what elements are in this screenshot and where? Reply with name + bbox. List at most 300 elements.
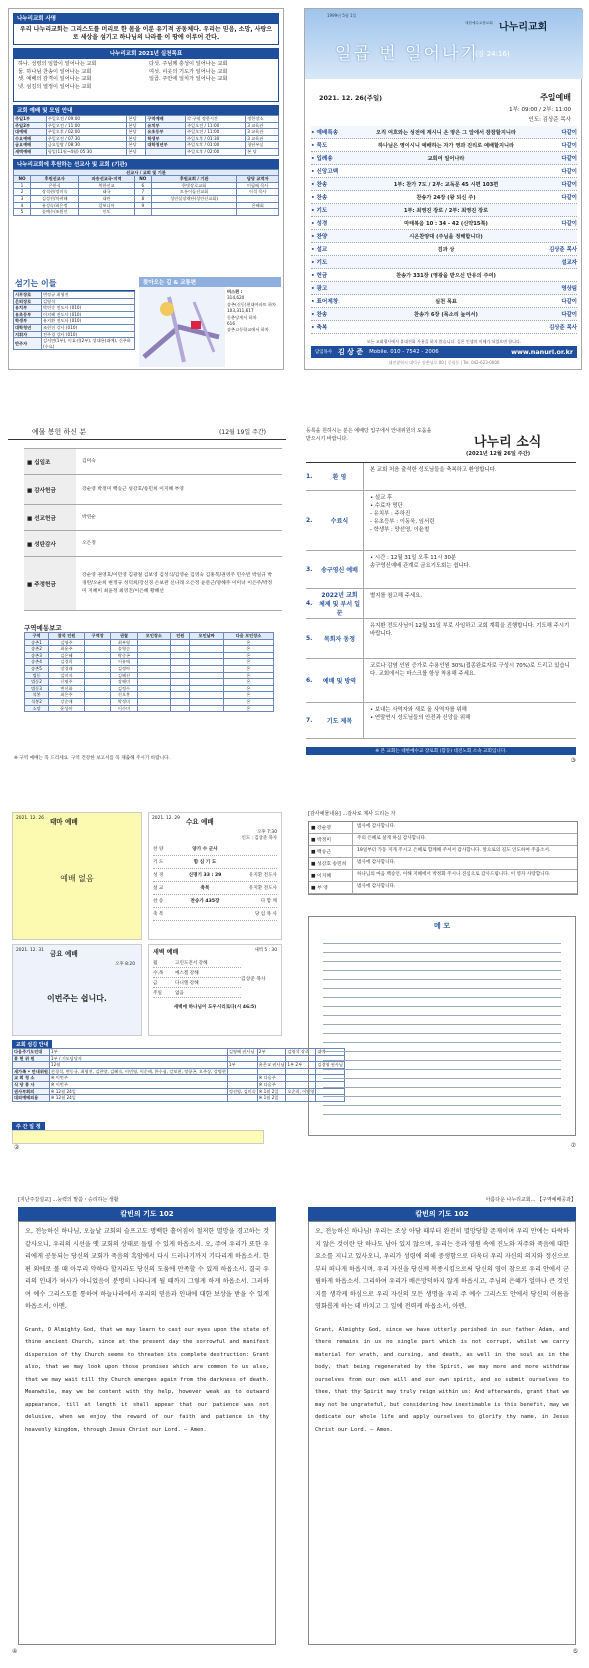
group-cell <box>84 665 110 672</box>
group-col-header: 다음 모인장소 <box>223 633 273 640</box>
order-label: • 기도 <box>311 208 328 214</box>
news-item <box>306 659 576 703</box>
missions-col-header: 파송선교국·지역 <box>79 176 134 183</box>
duty-cell <box>13 1062 50 1069</box>
bulletin-page-prayer-left <box>8 1194 286 1662</box>
wed-label: 수요 예배 <box>185 818 214 826</box>
order-label: • 묵도 <box>311 143 328 149</box>
group-cell: 최은주 <box>48 692 84 699</box>
group-cell: 최부영 <box>111 639 137 646</box>
church-address: 대전광역시 대덕구 송촌남로 00 | 중리동 | Tel. 042-623-0000 <box>388 360 500 365</box>
schedule-cell: 본당 <box>127 116 146 123</box>
duty-cell: ※ 12월 24일 <box>49 1095 227 1102</box>
group-row <box>25 639 274 646</box>
wed-order-row <box>153 843 277 856</box>
staff-role: 학생부 <box>14 318 42 325</box>
group-cell <box>137 705 170 712</box>
staff-row <box>14 292 135 299</box>
order-leader: 다같이 <box>561 312 577 318</box>
schedule-cell: 주일오후 / 01:30 <box>186 135 246 142</box>
schedule-cell: 유초등부 <box>146 129 186 136</box>
group-cell <box>137 659 170 666</box>
group-cell: 송촌4 <box>25 659 49 666</box>
news-item <box>306 491 576 551</box>
missions-cell <box>237 209 279 216</box>
news-heading: 송구영신 예배 <box>316 551 364 588</box>
schedule-cell: 각 구역 정한시간 <box>186 116 246 123</box>
goal-item: 셋. 예배의 감격이 일어나는 교회 <box>18 76 92 83</box>
bulletin-page-cover <box>304 8 582 370</box>
news-heading: 수료식 <box>316 491 364 550</box>
group-cell: 석봉2 <box>25 698 49 705</box>
worship-order-row <box>311 230 577 243</box>
thanks-item <box>309 834 577 846</box>
goals-box <box>13 58 279 102</box>
news-footer-bar: ※ 본 교회는 대한예수교 장로회 (합동) 대전노회 소속 교회입니다. <box>306 747 576 755</box>
cover-banner <box>305 9 583 79</box>
missions-cell <box>151 209 237 216</box>
news-heading: 2022년 교회 체제 및 부서 일꾼 <box>316 589 364 618</box>
bulletin-page-prayer-right <box>302 1194 582 1662</box>
map-illustration <box>139 287 225 367</box>
news-number: 1. <box>306 473 313 480</box>
schedule-cell: 주일오후 / 02:00 <box>186 148 246 155</box>
missions-row <box>14 182 279 189</box>
duty-cell <box>227 1095 257 1102</box>
offering-row <box>24 449 282 475</box>
dawn-topic: 없음 <box>175 990 184 996</box>
prayer-box <box>18 1221 276 1645</box>
dawn-row <box>153 988 241 998</box>
offering-list <box>24 448 282 611</box>
goal-item: 일곱. 주안에 일치가 일어나는 교회 <box>149 76 228 83</box>
order-leader: 다같이 <box>561 143 577 149</box>
goals-left-col <box>18 61 143 99</box>
duty-cell: 윤은교 권사님 <box>258 1062 285 1068</box>
group-cell <box>190 679 223 686</box>
bus-title: 버스편 : <box>227 289 243 294</box>
group-cell: 김경희 <box>48 659 84 666</box>
duty-row <box>13 1088 345 1095</box>
wed-order-leader: 유지환 전도사 <box>248 886 277 891</box>
staff-role: 대학청년 <box>14 324 42 331</box>
group-cell: 진오봉 <box>111 692 137 699</box>
missions-row <box>14 195 279 202</box>
news-intro: 등록을 원하시는 분은 예배당 입구에서 안내위원의 도움을 받으시기 바랍니다. <box>306 428 432 442</box>
missions-col-header: 담당 교역자 <box>237 176 279 183</box>
theme-ref: (잠 24:16) <box>475 50 510 58</box>
staff-names: 김서연(1부), 이효선(2부), 성대용(대예), 신주하(수요) <box>42 338 135 350</box>
group-cell <box>190 646 223 653</box>
group-cell: 법동 <box>25 672 49 679</box>
dawn-list <box>149 958 241 998</box>
worship-order-row <box>311 308 577 321</box>
thanks-text: 범사에 감사합니다. <box>357 860 396 865</box>
group-row <box>25 665 274 672</box>
missions-cell: 3 <box>14 195 31 202</box>
group-cell <box>137 698 170 705</box>
worship-order-row <box>311 217 577 230</box>
staff-row <box>14 338 135 350</box>
group-cell <box>190 685 223 692</box>
order-content: 1부: 찬가 7도 / 2부: 교독문 45 시편 103편 <box>393 181 499 188</box>
duty-cell: 손경석, 변동규, 최영진, 김찬양, 김혜숙, 이민영, 이순애, 한수심, 강보현, 정항곤, 오주상, 강병현 <box>50 1068 226 1074</box>
schedule-cell: 평일(11월~4월) 05:30 <box>46 148 127 155</box>
offering-type: ■ 주정헌금 <box>24 557 76 610</box>
group-col-header: 인원 <box>171 633 190 640</box>
order-label: • 찬양 <box>311 234 328 240</box>
order-label: • 찬송 <box>311 312 328 318</box>
thanks-item <box>309 858 577 870</box>
dawn-day: 금 <box>153 980 158 986</box>
schedule-row <box>14 116 279 123</box>
order-leader: 다같이 <box>561 169 577 175</box>
missions-table <box>13 169 279 216</box>
worship-order-row <box>311 243 577 256</box>
news-number: 4. <box>306 600 313 607</box>
group-footnote: ※ 구역 예배는 꼭 드리세요. 구역 건강한 보고서를 꼭 제출해 주시기 바랍니다. <box>14 756 170 761</box>
group-cell <box>171 652 190 659</box>
theme-title: 일곱 번 일어나기 <box>335 44 479 64</box>
missions-cell: 8 <box>134 195 151 202</box>
missions-cell: 5 <box>14 209 31 216</box>
offering-row <box>24 531 282 557</box>
group-cell <box>190 665 223 672</box>
group-cell <box>190 652 223 659</box>
staff-role: 유초등부 <box>14 311 42 318</box>
wed-order-row <box>153 895 277 908</box>
schedule-cell: 새벽예배 <box>14 148 47 155</box>
group-cell <box>84 692 110 699</box>
group-cell <box>171 659 190 666</box>
missions-cell: 장석현/정미숙 <box>30 189 78 196</box>
missions-cell: 인도 <box>79 209 134 216</box>
sunday-label: 태마 예배 <box>49 818 78 826</box>
missions-col-header: 후원교회 / 기관 <box>151 176 237 183</box>
news-body: 유지환 전도사님이 12월 31일 부로 사임하고 교회 계획을 진행합니다. 기도해 주시기 바랍니다. <box>370 623 570 637</box>
missions-cell: 은한식 <box>30 182 78 189</box>
group-cell: 김정수 <box>111 685 137 692</box>
memo-lines <box>309 931 575 1119</box>
thanks-name: ■ 강순영 <box>309 822 353 833</box>
duty-cell: ※ 다음주 <box>257 1081 286 1088</box>
group-cell <box>190 672 223 679</box>
group-col-header: 구역 <box>25 633 49 640</box>
wed-order-row <box>153 882 277 895</box>
order-content: 찬송가 6장 (목소리 높여서) <box>414 311 478 318</box>
schedule-cell: 본당 <box>127 122 146 129</box>
duty-cell: ※ 이번주 <box>49 1081 227 1088</box>
group-cell <box>84 698 110 705</box>
order-leader: 다같이 <box>561 299 577 305</box>
duty-cell: ※ 1월 2일 <box>257 1088 286 1095</box>
order-label: • 광고 <box>311 286 328 292</box>
staff-names: 조현진 강사 (010) <box>42 324 135 331</box>
news-number: 7. <box>306 717 313 724</box>
wed-leader: 인도 : 김상준 목사 <box>241 836 277 841</box>
worship-order-row <box>311 152 577 165</box>
goals-right-col <box>149 61 274 99</box>
schedule-cell <box>146 148 186 155</box>
order-label: • 입례송 <box>311 156 333 162</box>
schedule-cell: 본당 <box>127 142 146 149</box>
worship-order-row <box>311 178 577 191</box>
missions-cell: 태국 <box>79 189 134 196</box>
group-cell <box>84 652 110 659</box>
news-body: 본 교회 처음 출석한 성도님들을 축복하고 환영합니다. <box>370 467 497 473</box>
sunday-none: 예배 없음 <box>60 874 94 883</box>
group-row <box>25 705 274 712</box>
memo-title: 메 모 <box>434 922 450 930</box>
bus-item: 616 <box>227 321 235 327</box>
dawn-day: 수,목 <box>153 970 164 976</box>
duty-cell: 다음주기도인대 <box>13 1049 50 1056</box>
schedule-cell: 정한장소 <box>246 116 279 123</box>
missions-header: 나누리교회에 후원하는 선교사 및 교회 (기관) <box>13 159 279 169</box>
group-cell: 법동2 <box>25 679 49 686</box>
offering-names: 김미숙 <box>82 458 96 464</box>
group-cell: 온 <box>223 685 273 692</box>
dawn-label: 새벽 예배 <box>153 949 179 956</box>
service-date: 2021. 12. 26(주일) <box>319 94 383 102</box>
schedule-cell: 주일오전 / 11:00 <box>186 122 246 129</box>
service-title: 주일예배 <box>540 93 571 102</box>
duty-row <box>13 1075 345 1082</box>
group-cell <box>190 705 223 712</box>
prayer-title: 칼빈의 기도 102 <box>18 1207 276 1221</box>
duty-cell: ※ 이번주 <box>49 1075 227 1082</box>
group-cell: 송촌3 <box>25 652 49 659</box>
order-content: 검과 상 <box>437 246 455 253</box>
group-cell: 박정미 <box>111 698 137 705</box>
duty-cell: 교 회 청 소 <box>13 1075 50 1082</box>
missions-cell <box>134 209 151 216</box>
group-row <box>25 698 274 705</box>
missions-subheader: 선교사 / 교회 및 기관 <box>14 169 279 176</box>
schedule-cell: 본 당 <box>246 148 279 155</box>
news-number: 3. <box>306 566 313 573</box>
prayer-box <box>308 1221 576 1645</box>
bulletin-page-offerings <box>8 425 286 770</box>
order-label: • 신앙고백 <box>311 169 339 175</box>
staff-names: 전주경 강사 (010) <box>42 331 135 338</box>
goal-item: 다섯. 주님께 충성이 일어나는 교회 <box>149 61 228 67</box>
group-cell: 온 <box>223 652 273 659</box>
duty-cell <box>227 1081 257 1088</box>
group-cell: 온 <box>223 665 273 672</box>
staff-names: 이지혜 전도사 (010) <box>42 311 135 318</box>
news-date: (2021년 12월 26일 주간) <box>466 451 531 457</box>
duty-cell: 대외예배외용 <box>13 1095 50 1102</box>
worship-order-row <box>311 139 577 152</box>
duty-cell: 1부 / 기도담당자 <box>49 1055 227 1062</box>
worship-order <box>311 126 577 334</box>
group-cell: 윤성아 <box>48 705 84 712</box>
missions-cell: 한빛장로교회 <box>151 182 237 189</box>
missions-cell: 4 <box>14 202 31 209</box>
staff-table <box>13 291 135 350</box>
missions-col-header: NO <box>134 176 151 183</box>
page-number: ⑤ <box>572 1648 578 1655</box>
schedule-row <box>14 129 279 136</box>
schedule-cell: 3 교육관 <box>246 122 279 129</box>
thanks-name: ■ 박정미 <box>309 834 353 845</box>
prayer-title: 칼빈의 기도 102 <box>308 1207 576 1221</box>
schedule-cell: 본당 <box>127 129 146 136</box>
missions-cell <box>237 195 279 202</box>
news-body: • 설교 후 • 수료자 명단 - 유치부 : 주하진 - 유초등부 : 이동욱, 임서린 - 학생부 : 양선영, 이윤철 <box>370 495 435 533</box>
schedule-cell: 유치부 <box>146 122 186 129</box>
staff-names: 변정규 최영진 <box>42 292 135 299</box>
thanks-item <box>309 882 577 894</box>
denomination: 대한예수교장로회 <box>465 21 493 25</box>
order-leader: 다같이 <box>561 195 577 201</box>
order-content: 하나님은 영이시니 예배하는 자가 영과 진리로 예배할지니라 <box>377 142 515 149</box>
duty-cell: 봉 헌 위 원 <box>13 1055 50 1062</box>
duty-cell <box>227 1055 257 1062</box>
duty-cell: 김영혜 권사님 <box>227 1049 257 1056</box>
dawn-day: 월 <box>153 960 158 966</box>
order-content: 시온찬양대 (주님을 정해합니다) <box>409 233 483 240</box>
dawn-topic: 예스겔 강해 <box>175 970 199 976</box>
schedule-cell: 3 교육관 <box>246 135 279 142</box>
worship-order-row <box>311 204 577 217</box>
worship-order-row <box>311 295 577 308</box>
missions-cell: 은혜회 <box>237 202 279 209</box>
staff-row <box>14 298 135 305</box>
missions-cell: 이필배 목사 <box>237 182 279 189</box>
duty-cell: 김경영 권사님 <box>317 1062 343 1068</box>
order-label: • 표어제창 <box>311 299 339 305</box>
missions-cell: 송예수/조원인 <box>30 209 78 216</box>
group-cell: 장경래 <box>48 665 84 672</box>
wed-order-content: 신명기 33 : 29 <box>188 873 222 878</box>
schedule-cell: 3 교육관 <box>246 129 279 136</box>
weekly-schedule-box <box>12 1130 264 1144</box>
wed-order-content: 찬송가 435장 <box>190 899 220 904</box>
goal-item: 넷. 섬김의 열정이 일어나는 교회 <box>18 83 92 90</box>
group-cell: 온 <box>223 679 273 686</box>
offering-type: ■ 성탄감사 <box>24 531 76 556</box>
group-col-header: 모인날짜 <box>190 633 223 640</box>
wed-order-label: 설 교 <box>153 886 164 891</box>
schedule-row <box>14 142 279 149</box>
group-cell: 김은혜 <box>48 652 84 659</box>
thanks-item <box>309 846 577 858</box>
dawn-row <box>153 958 241 968</box>
cover-footer-note: 모든 교회행사에서 휴대전화 사용을 하지 않습니다. 깊은 인생의 이해가 되었으면 합니다. <box>366 339 522 344</box>
church-website[interactable]: www.nanuri.or.kr <box>511 348 573 356</box>
order-label: • 기도 <box>311 260 328 266</box>
group-cell <box>190 659 223 666</box>
order-content: 마태복음 10 : 34 - 42 (신약15쪽) <box>404 220 488 227</box>
duty-cell: ※ 12월 24일 <box>49 1088 227 1095</box>
group-cell <box>190 639 223 646</box>
missions-cell: 성안실장재단(성안선교회) <box>151 195 237 202</box>
schedule-table <box>13 115 279 156</box>
page-number: ⑦ <box>570 1142 576 1149</box>
schedule-cell: 본당 <box>127 148 146 155</box>
duty-cell: 정선영, 김미숙 <box>228 1088 256 1094</box>
duty-cell: 1부 2부 <box>286 1062 316 1069</box>
duty-cell <box>257 1055 286 1062</box>
missions-cell: 캄보디아 <box>79 202 134 209</box>
group-cell <box>171 672 190 679</box>
order-leader: 김상준 목사 <box>549 247 577 253</box>
schedule-cell: 주일오전 / 09:00 <box>46 116 127 123</box>
news-number: 2. <box>306 517 313 524</box>
group-cell: 송촌1 <box>25 639 49 646</box>
news-heading: 목회자 동정 <box>316 619 364 658</box>
page-number: ③ <box>570 757 576 764</box>
group-cell <box>84 639 110 646</box>
group-cell: 소망 <box>25 705 49 712</box>
staff-role: 유치부 <box>14 305 42 312</box>
group-cell <box>190 692 223 699</box>
staff-row <box>14 318 135 325</box>
group-cell <box>171 685 190 692</box>
memo-box <box>308 916 576 1136</box>
pastor-name: 김 상 준 <box>337 348 364 356</box>
goals-header: 나누리교회 2021년 실천목표 <box>13 48 279 58</box>
wed-order-row <box>153 908 277 921</box>
group-cell: 온 <box>223 698 273 705</box>
schedule-cell: 청년부실 <box>246 142 279 149</box>
group-row <box>25 685 274 692</box>
duty-cell: 권사부회의 <box>13 1088 50 1095</box>
thanks-text: 범사에 감사합니다. <box>357 884 396 889</box>
group-cell <box>84 705 110 712</box>
missions-cell: 이석 목사 <box>237 189 279 196</box>
duty-cell <box>227 1075 257 1082</box>
group-cell <box>84 685 110 692</box>
group-cell <box>171 665 190 672</box>
wed-order-leader: 유지환 전도사 <box>248 873 277 878</box>
order-label: • 찬송 <box>311 195 328 201</box>
group-cell <box>171 639 190 646</box>
offering-type: ■ 십일조 <box>24 449 76 474</box>
thanks-name: ■ 이지혜 <box>309 870 353 881</box>
news-list <box>306 462 576 739</box>
wed-order-label: 찬 송 <box>153 899 164 904</box>
news-title: 나누리 소식 <box>474 435 542 450</box>
order-label: • 찬송 <box>311 182 328 188</box>
news-item <box>306 551 576 589</box>
news-body: 별지를 참고해 주세요. <box>370 593 423 599</box>
staff-role: 은퇴장로 <box>14 298 42 305</box>
sunday-box <box>12 812 142 940</box>
wednesday-box <box>148 812 282 940</box>
group-col-header: 모인장소 <box>137 633 170 640</box>
offering-names: 강순영 권영호/이민영 김광철 김보영 김성식/김영순 김영숙 김홍복/권영주 민수빈 박일규 박경란/오순희 변정규 성덕희/강신경 손보관 신나래 오은정 윤문근/양혜주 이미녀 이은주/박정미 지혜미 최윤정 최영진/이은혜 황혜선 <box>82 572 273 594</box>
duty-cell <box>257 1068 286 1075</box>
group-cell <box>84 646 110 653</box>
offering-title: 예물 봉헌 하신 분 <box>32 428 87 436</box>
group-cell: 온 <box>223 659 273 666</box>
group-cell: 최윤주 <box>48 646 84 653</box>
group-cell: 박중곤 <box>111 652 137 659</box>
staff-role: 반주자 <box>14 338 42 350</box>
schedule-cell: 주일오전 / 11:00 <box>186 129 246 136</box>
duty-cell: 오순희, 이민영 <box>287 1088 315 1094</box>
group-cell <box>171 679 190 686</box>
schedule-cell: 주일오후 / 02:00 <box>46 129 127 136</box>
group-cell <box>84 659 110 666</box>
staff-row <box>14 331 135 338</box>
prayer-english: Grant, O Almighty God, that we may learn to cast our eyes upon the state of thine ancient Church, since at the present day the sorrowful and manifest dispersion of thy Church seems to threaten its complete destruction: Grant also, that we may look upon those promises which are common to us also, that we may wait till thy Church emerges again from the darkness of death. Meanwhile, may we be content with thy help, however weak as to outward appearance, till at length it shall appear that our patience was not delusive, when we enjoy the reward of our faith and patience in thy heavenly kingdom, through Jesus Christ our Lord. — Amen. <box>25 1326 269 1433</box>
group-cell: 송촌2 <box>25 646 49 653</box>
issue-tag: 1999년 5월 1일 <box>327 13 357 18</box>
